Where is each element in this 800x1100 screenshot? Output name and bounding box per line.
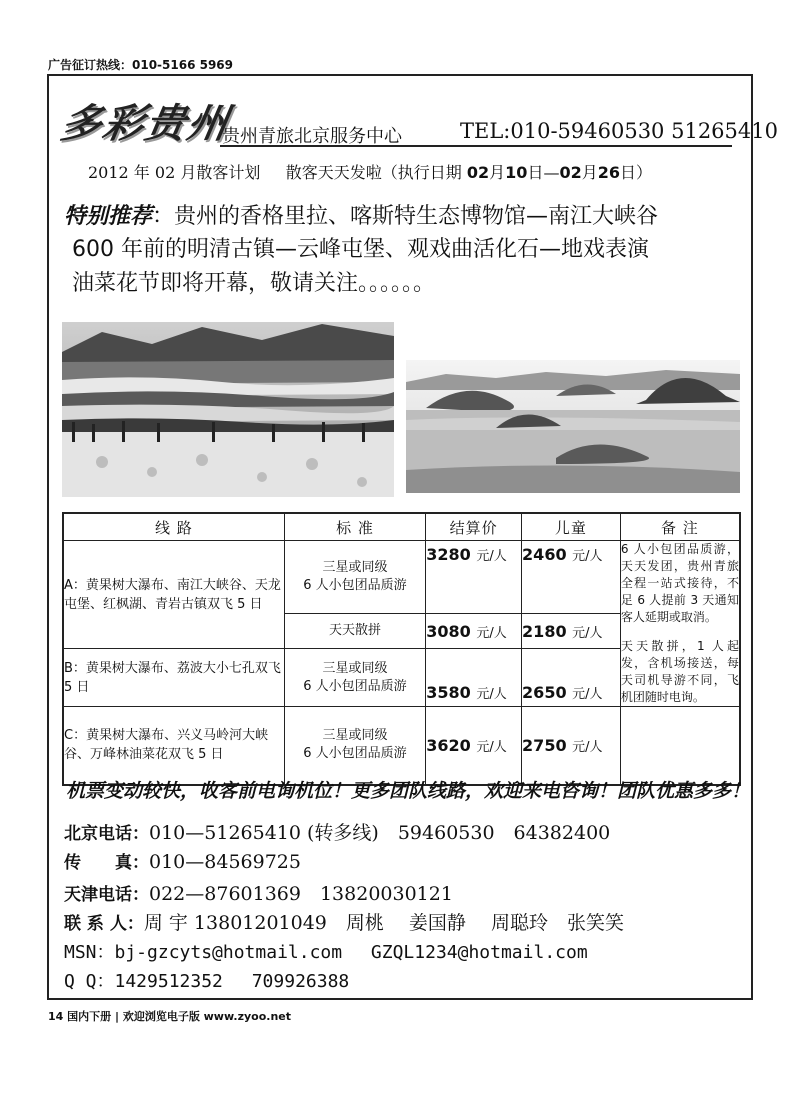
recommend-line-3: 油菜花节即将开幕，敬请关注。。。。。。 [72, 271, 436, 296]
child-price-value: 2650 [522, 683, 567, 702]
karst-hills-photo [406, 360, 740, 493]
standard-a [284, 541, 426, 614]
note-group-tour: 6 人小包团品质游，天天发团，贵州青旅全程一站式接待，不足 6 人提前 3 天通知客人延期或取消。 [620, 542, 739, 624]
ad-hotline: 广告征订热线：010-5166 5969 [48, 58, 234, 72]
price-a-daily [426, 613, 522, 648]
price-unit: 元/人 [476, 687, 507, 702]
plan-date: 10 [505, 163, 528, 182]
price-value: 3080 [426, 621, 471, 641]
child-price-value: 2750 [522, 735, 567, 755]
beijing-phone-line [64, 818, 610, 845]
price-b [426, 649, 522, 707]
price-unit: 元/人 [476, 549, 507, 564]
standard-level: 三星或同级 [322, 559, 388, 575]
note-empty [620, 707, 740, 785]
plan-date-sep: 日） [620, 163, 653, 182]
plan-date-sep: 月 [489, 163, 506, 182]
plan-date: 26 [597, 163, 620, 182]
header-tel: TEL:010-59460530 51265410 [460, 119, 778, 143]
price-unit: 元/人 [572, 739, 603, 755]
qq-line: Q Q：1429512352 709926388 [64, 971, 350, 992]
child-price-c [522, 707, 621, 785]
tianjin-phone-label: 天津电话： [64, 885, 149, 905]
header-child: 儿童 [522, 513, 621, 541]
price-unit: 元/人 [476, 739, 507, 755]
route-a: A：黄果树大瀑布、南江大峡谷、天龙屯堡、红枫湖、青岩古镇双飞 5 日 [63, 541, 284, 649]
page-footer: 14 国内下册 | 欢迎浏览电子版 www.zyoo.net [48, 1010, 292, 1023]
msn-line: MSN：bj-gzcyts@hotmail.com GZQL1234@hotmail.com [64, 942, 588, 963]
beijing-phone-value: 010—51265410 (转多线) 59460530 64382400 [149, 822, 611, 844]
recommend-line-1 [64, 201, 754, 233]
standard-a-daily: 天天散拼 [284, 613, 426, 648]
price-value: 3580 [426, 683, 471, 702]
plan-date: 02 [559, 163, 582, 182]
table-row [63, 707, 740, 785]
child-price-value: 2460 [522, 545, 567, 564]
contact-people-label: 联 系 人： [64, 914, 144, 934]
price-unit: 元/人 [572, 687, 603, 702]
child-price-a-daily [522, 613, 621, 648]
table-header-row [63, 513, 740, 541]
price-c [426, 707, 522, 785]
route-b: B：黄果树大瀑布、荔波大小七孔双飞 5 日 [63, 649, 284, 707]
standard-level: 三星或同级 [322, 728, 388, 744]
child-price-value: 2180 [522, 621, 567, 641]
header-divider [220, 145, 732, 147]
plan-date: 02 [466, 163, 490, 182]
contact-people-line [64, 908, 624, 935]
recommend-label: 特别推荐 [64, 204, 153, 229]
terraced-fields-photo [62, 322, 394, 497]
header-note: 备 注 [620, 513, 740, 541]
recommend-text-1: ：贵州的香格里拉、喀斯特生态博物馆—南江大峡谷 [152, 204, 659, 229]
standard-group: 6 人小包团品质游 [303, 678, 407, 694]
fax-label: 传 真： [64, 853, 149, 873]
plan-date-sep: 日— [527, 163, 560, 182]
child-price-a [522, 541, 621, 614]
tianjin-phone-value: 022—87601369 13820030121 [149, 883, 453, 905]
note-cell [620, 541, 740, 707]
child-price-b [522, 649, 621, 707]
tianjin-phone-line [64, 879, 453, 906]
header-standard: 标 准 [284, 513, 426, 541]
service-center-name: 贵州青旅北京服务中心 [222, 126, 402, 147]
price-a [426, 541, 522, 614]
standard-group: 6 人小包团品质游 [303, 746, 407, 762]
price-unit: 元/人 [476, 625, 507, 641]
price-unit: 元/人 [572, 625, 603, 641]
price-unit: 元/人 [572, 549, 603, 564]
standard-c [284, 707, 426, 785]
plan-date-sep: 月 [581, 163, 598, 182]
routes-table [62, 512, 741, 786]
beijing-phone-label: 北京电话： [64, 824, 149, 844]
standard-level: 三星或同级 [322, 660, 388, 676]
promo-banner: 机票变动较快，收客前电询机位！更多团队线路，欢迎来电咨询！团队优惠多多！ [66, 780, 751, 802]
logo-duocai-guizhou: 多彩贵州 [57, 100, 234, 147]
plan-title-line [88, 160, 652, 183]
recommend-line-2: 600 年前的明清古镇—云峰屯堡、观戏曲活化石—地戏表演 [72, 237, 649, 262]
plan-title: 2012 年 02 月散客计划 [88, 163, 261, 182]
fax-line [64, 848, 301, 873]
route-c: C：黄果树大瀑布、兴义马岭河大峡谷、万峰林油菜花双飞 5 日 [63, 707, 284, 785]
table-row [63, 541, 740, 614]
price-value: 3620 [426, 735, 471, 755]
note-daily-tour: 天天散拼，1 人起发，含机场接送，每天司机导游不同，飞机团随时电询。 [620, 639, 739, 704]
header-price: 结算价 [426, 513, 522, 541]
fax-value: 010—84569725 [149, 851, 301, 873]
standard-group: 6 人小包团品质游 [303, 577, 407, 593]
price-value: 3280 [426, 545, 471, 564]
contact-people-value: 周 宇 13801201049 周桃 姜国静 周聪玲 张笑笑 [143, 912, 624, 934]
header-route: 线 路 [63, 513, 284, 541]
plan-subtitle-prefix: 散客天天发啦（执行日期 [285, 163, 462, 182]
standard-b [284, 649, 426, 707]
